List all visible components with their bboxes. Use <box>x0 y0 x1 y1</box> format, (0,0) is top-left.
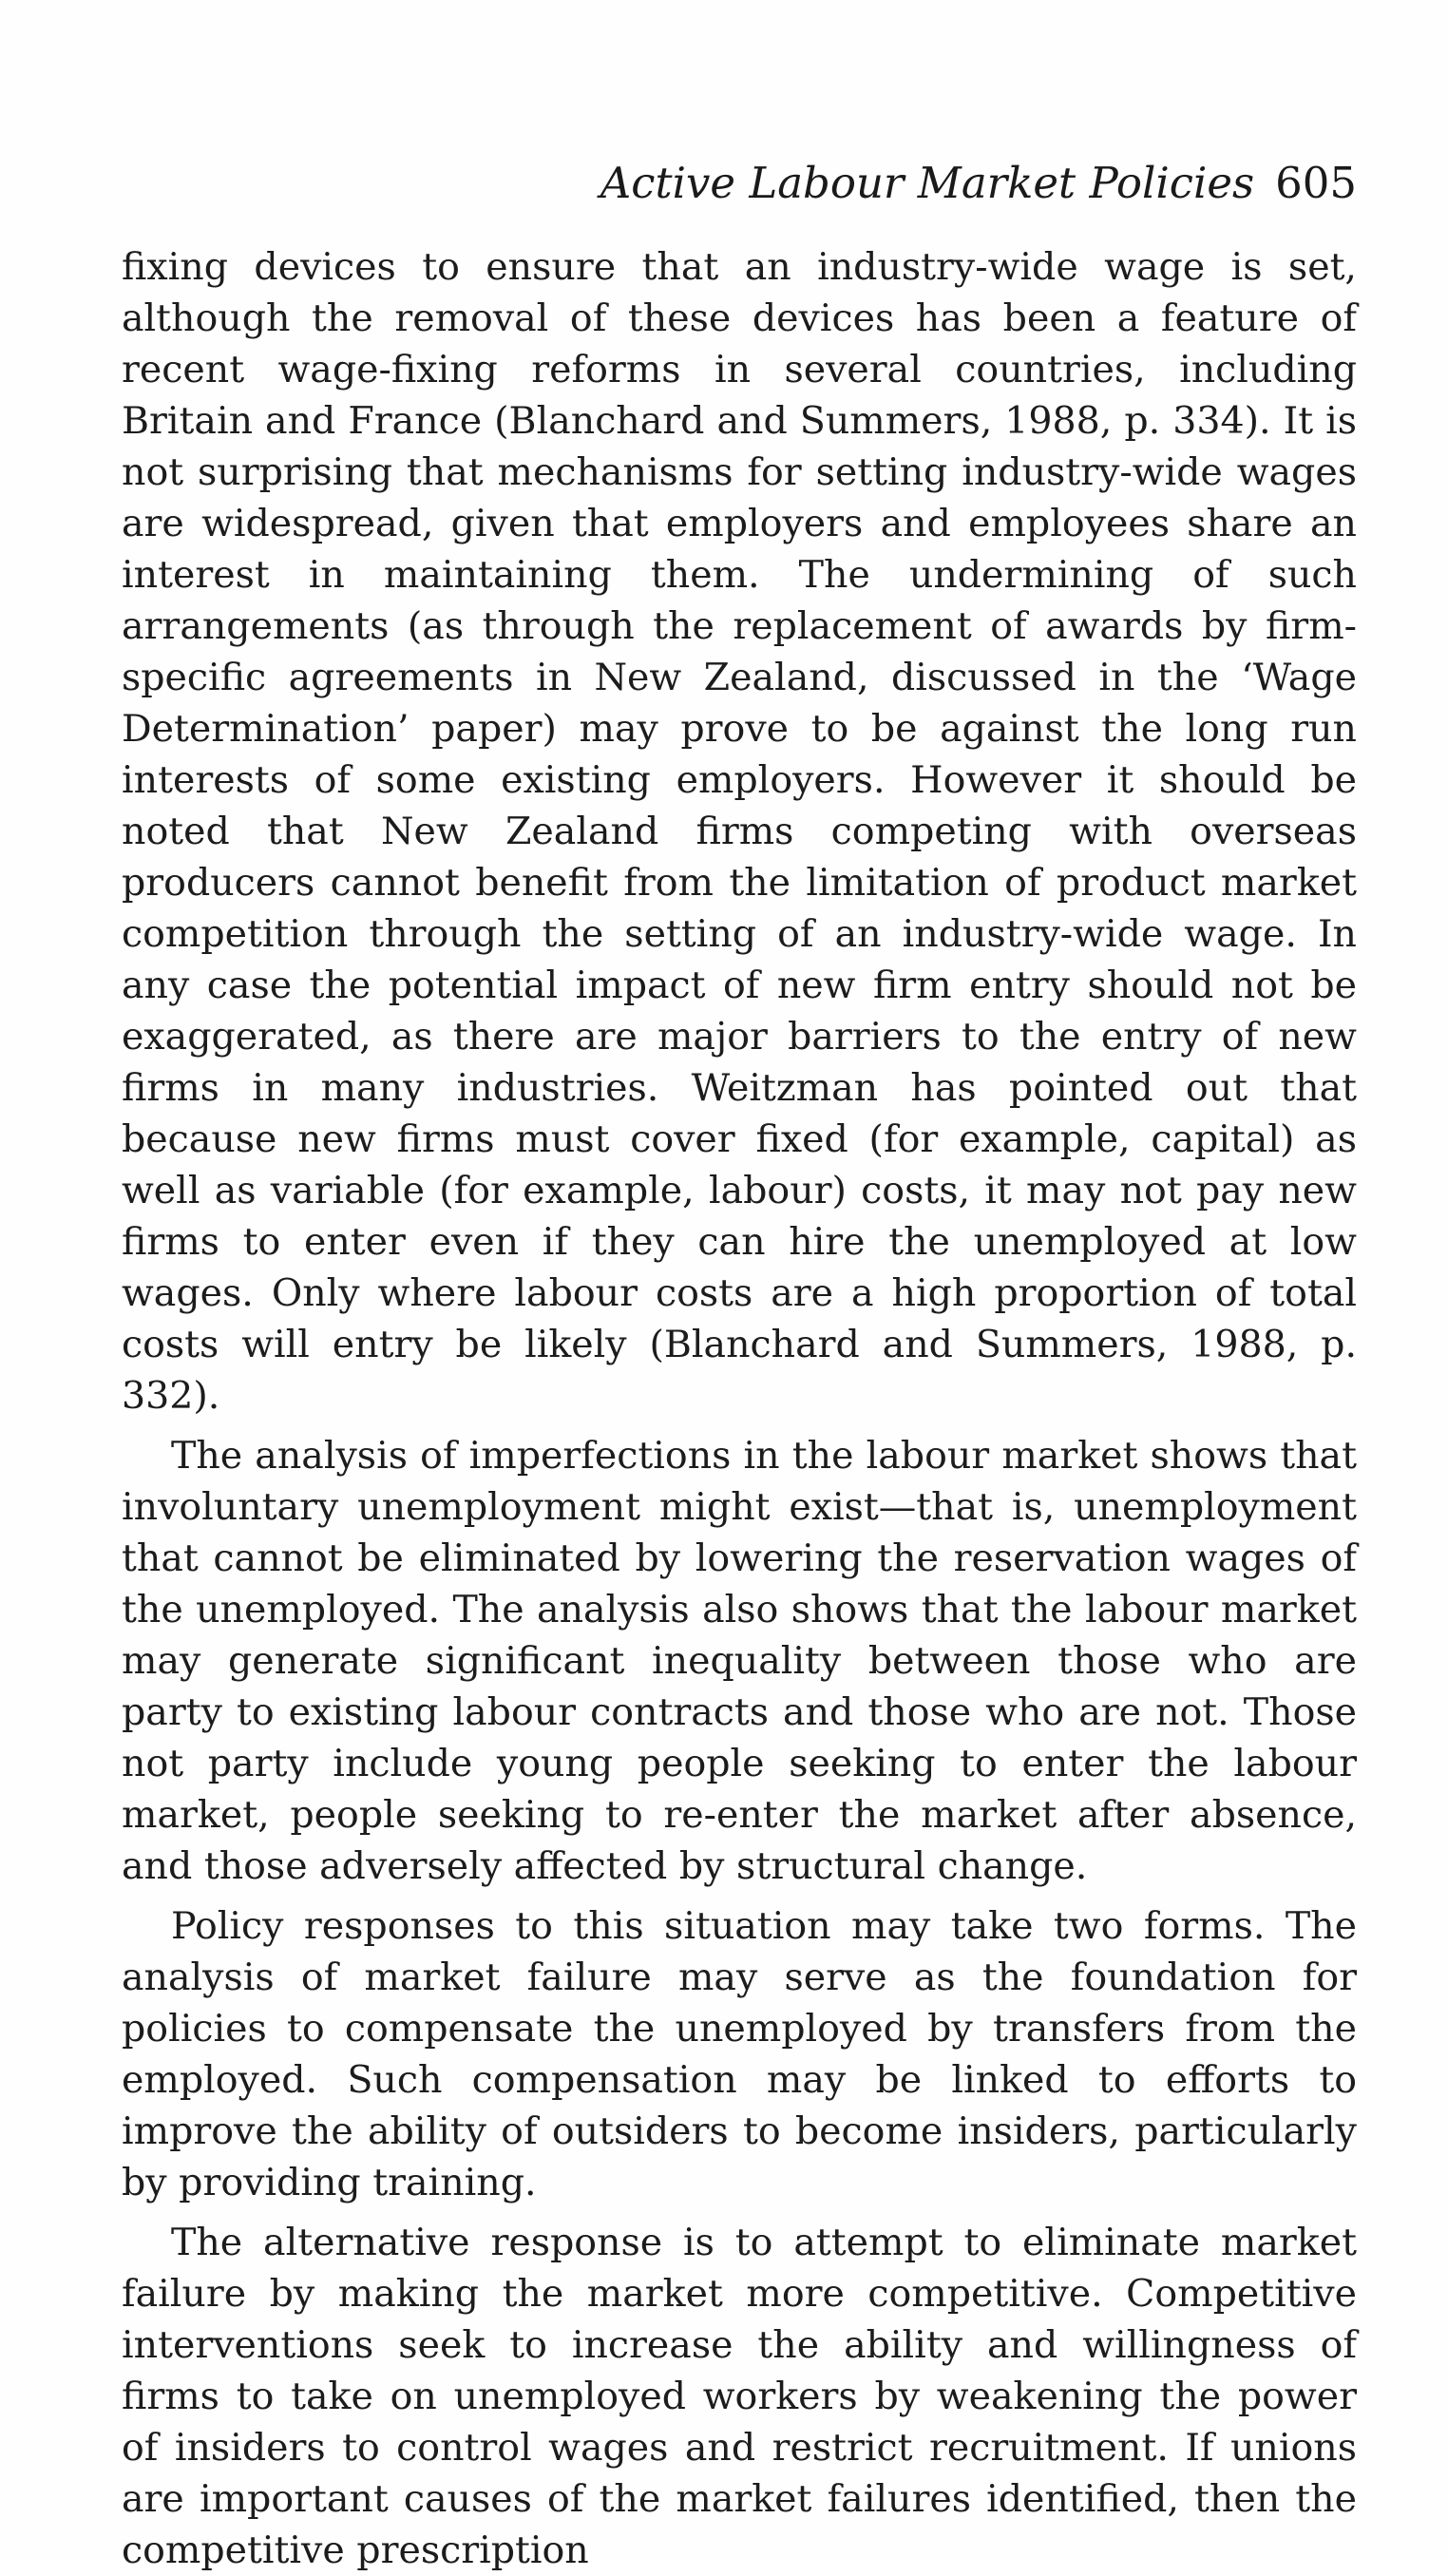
paragraph-2: The analysis of imperfections in the labour market shows that involuntary unemployment might exist—that is, unemployment that cannot be eliminated by lowering the reservation wages of the unemployed. The analysis also shows that the labour market may generate significant inequality between those who are party to existing labour contracts and those who are not. Those not party include young people seeking to enter the labour market, people seeking to re-enter the market after absence, and those adversely affected by structural change. <box>122 1434 1357 1888</box>
page-number: 605 <box>1275 158 1357 208</box>
body-text <box>122 241 1357 2576</box>
paragraph-4: The alternative response is to attempt to eliminate market failure by making the market more competitive. Competitive interventions seek to increase the ability and willingness of firms to take on unemployed workers by weakening the power of insiders to control wages and restrict recruitment. If unions are important causes of the market failures identified, then the competitive prescription <box>122 2221 1357 2572</box>
paragraph-3: Policy responses to this situation may take two forms. The analysis of market failure may serve as the foundation for policies to compensate the unemployed by transfers from the employed. Such compensation may be linked to efforts to improve the ability of outsiders to become insiders, particularly by providing training. <box>122 1904 1357 2204</box>
paragraph-1: fixing devices to ensure that an industry-wide wage is set, although the removal of these devices has been a feature of recent wage-fixing reforms in several countries, including Britain and France (Blanchard and Summers, 1988, p. 334). It is not surprising that mechanisms for setting industry-wide wages are widespread, given that employers and employees share an interest in maintaining them. The undermining of such arrangements (as through the replacement of awards by firm-specific agreements in New Zealand, discussed in the ‘Wage Determination’ paper) may prove to be against the long run interests of some existing employers. However it should be noted that New Zealand firms competing with overseas producers cannot benefit from the limitation of product market competition through the setting of an industry-wide wage. In any case the potential impact of new firm entry should not be exaggerated, as there are major barriers to the entry of new firms in many industries. Weitzman has pointed out that because new firms must cover fixed (for example, capital) as well as variable (for example, labour) costs, it may not pay new firms to enter even if they can hire the unemployed at low wages. Only where labour costs are a high proportion of total costs will entry be likely (Blanchard and Summers, 1988, p. 332). <box>122 245 1357 1418</box>
running-head <box>600 158 1357 208</box>
running-title: Active Labour Market Policies <box>600 158 1255 208</box>
